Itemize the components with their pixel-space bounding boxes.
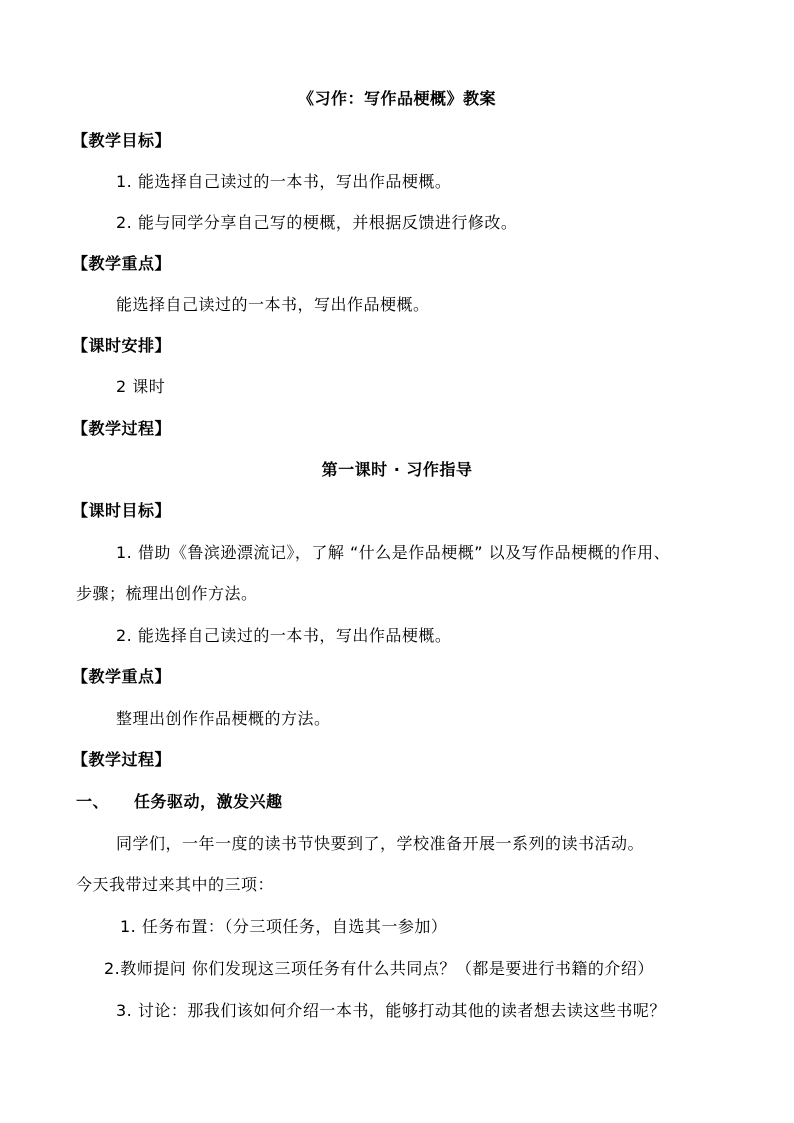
heading-lesson-goals: 【课时目标】 <box>72 501 172 520</box>
heading-teaching-process: 【教学过程】 <box>72 419 172 438</box>
lesson-goal-item-1: 1. 借助《鲁滨逊漂流记》，了解 “什么是作品梗概” 以及写作品梗概的作用、 <box>116 543 671 562</box>
step-3: 3. 讨论：那我们该如何介绍一本书，能够打动其他的读者想去读这些书呢？ <box>116 1001 666 1020</box>
teaching-goal-item-2: 2. 能与同学分享自己写的梗概，并根据反馈进行修改。 <box>116 213 518 232</box>
paragraph-1-line-2: 今天我带过来其中的三项： <box>76 875 275 894</box>
step-2: 2.教师提问 你们发现这三项任务有什么共同点？（都是要进行书籍的介绍） <box>104 959 654 978</box>
teaching-goal-item-1: 1. 能选择自己读过的一本书，写出作品梗概。 <box>116 172 452 191</box>
lesson-1-title: 第一课时 · 习作指导 <box>321 460 473 479</box>
heading-teaching-focus: 【教学重点】 <box>72 254 172 273</box>
section-1-title: 任务驱动，激发兴趣 <box>134 792 283 811</box>
lesson-goal-item-1-continued: 步骤；梳理出创作方法。 <box>76 584 258 603</box>
heading-lesson-focus: 【教学重点】 <box>72 667 172 686</box>
paragraph-1-line-1: 同学们，一年一度的读书节快要到了，学校准备开展一系列的读书活动。 <box>116 834 645 853</box>
heading-lesson-process: 【教学过程】 <box>72 750 172 769</box>
teaching-focus-text: 能选择自己读过的一本书，写出作品梗概。 <box>116 295 430 314</box>
lesson-focus-text: 整理出创作作品梗概的方法。 <box>116 709 331 728</box>
page-title: 《习作：写作品梗概》教案 <box>297 89 496 108</box>
heading-schedule: 【课时安排】 <box>72 336 172 355</box>
step-1: 1. 任务布置：（分三项任务，自选其一参加） <box>120 917 448 936</box>
lesson-goal-item-2: 2. 能选择自己读过的一本书，写出作品梗概。 <box>116 626 452 645</box>
heading-teaching-goals: 【教学目标】 <box>72 131 172 150</box>
section-1-number: 一、 <box>76 792 110 811</box>
schedule-text: 2 课时 <box>116 377 166 396</box>
